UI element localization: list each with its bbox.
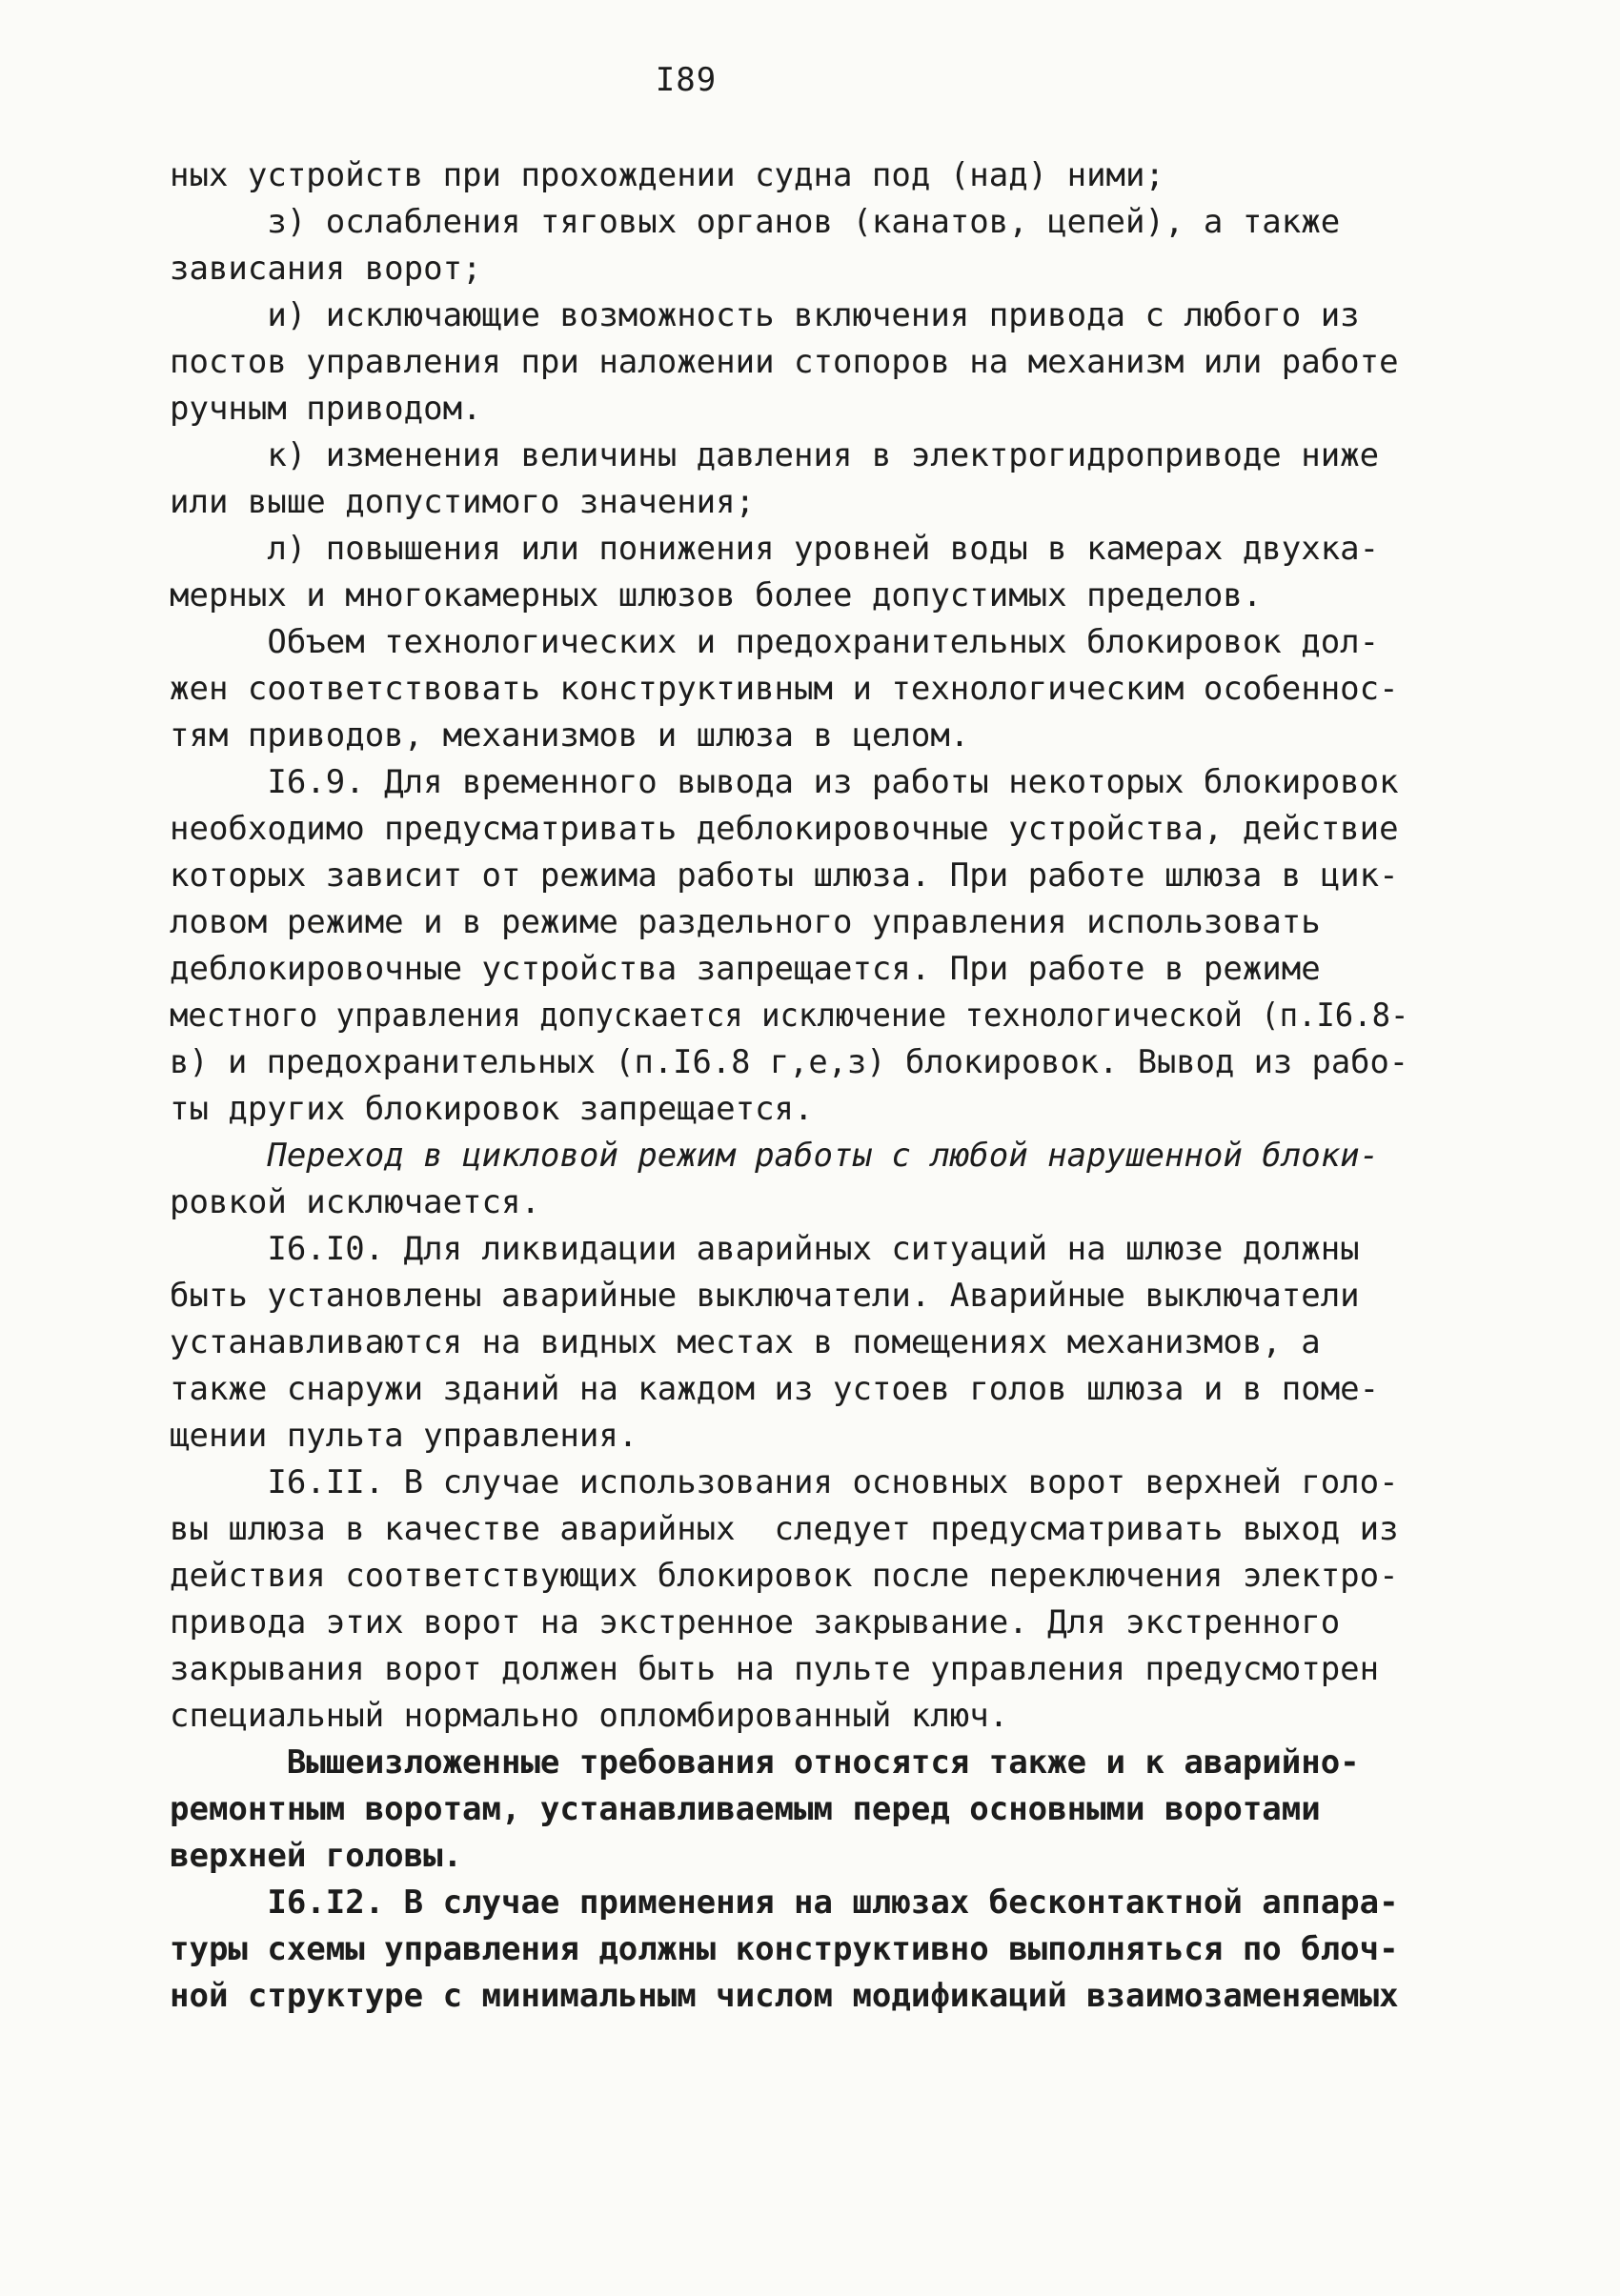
text-line: необходимо предусматривать деблокировочные устройства, действие [170,810,1399,848]
text-line: и) исключающие возможность включения привода с любого из [170,296,1360,334]
text-line: Переход в цикловой режим работы с любой нарушенной блоки- [170,1137,1380,1175]
text-line: з) ослабления тяговых органов (канатов, цепей), а также [170,203,1341,241]
text-line: вы шлюза в качестве аварийных следует предусматривать выход из [170,1510,1399,1548]
text-line: I6.II. В случае использования основных ворот верхней голо- [170,1463,1399,1501]
text-line: верхней головы. [170,1837,463,1875]
text-line: I6.I2. В случае применения на шлюзах бесконтактной аппара- [170,1883,1399,1922]
text-line: деблокировочные устройства запрещается. При работе в режиме [170,950,1321,988]
text-line: в) и предохранительных (п.I6.8 г,е,з) блокировок. Вывод из рабо- [170,1043,1409,1081]
text-line: к) изменения величины давления в электрогидроприводе ниже [170,436,1380,474]
body-text [170,152,1408,2020]
text-line: ровкой исключается. [170,1183,540,1221]
text-line: или выше допустимого значения; [170,483,756,521]
text-line: мерных и многокамерных шлюзов более допустимых пределов. [170,576,1263,614]
text-line: л) повышения или понижения уровней воды в камерах двухка- [170,530,1380,568]
text-line: специальный нормально опломбированный ключ. [170,1697,1009,1735]
text-line: ручным приводом. [170,390,482,428]
text-line: быть установлены аварийные выключатели. Аварийные выключатели [170,1277,1360,1315]
text-line: I6.9. Для временного вывода из работы некоторых блокировок [170,763,1399,801]
text-line: ты других блокировок запрещается. [170,1090,814,1128]
text-line: Объем технологических и предохранительных блокировок дол- [170,623,1380,661]
text-line: постов управления при наложении стопоров на механизм или работе [170,343,1399,381]
text-line: устанавливаются на видных местах в помещениях механизмов, а [170,1323,1321,1361]
text-line: ных устройств при прохождении судна под (над) ними; [170,156,1164,194]
text-line: щении пульта управления. [170,1417,638,1455]
text-line: зависания ворот; [170,250,482,288]
text-line: туры схемы управления должны конструктивно выполняться по блоч- [170,1930,1399,1968]
text-line: Вышеизложенные требования относятся также и к аварийно- [170,1743,1360,1782]
text-line: привода этих ворот на экстренное закрывание. Для экстренного [170,1603,1341,1641]
text-line: которых зависит от режима работы шлюза. При работе шлюза в цик- [170,856,1399,895]
text-line: местного управления допускается исключение технологической (п.I6.8- [170,997,1409,1035]
text-line: тям приводов, механизмов и шлюза в целом. [170,716,970,755]
text-line: закрывания ворот должен быть на пульте управления предусмотрен [170,1650,1380,1688]
text-line: ловом режиме и в режиме раздельного управления использовать [170,903,1321,941]
page-number: I89 [655,61,718,99]
text-line: ремонтным воротам, устанавливаемым перед основными воротами [170,1790,1321,1828]
text-line: также снаружи зданий на каждом из устоев голов шлюза и в поме- [170,1370,1380,1408]
text-line: действия соответствующих блокировок после переключения электро- [170,1557,1399,1595]
text-line: ной структуре с минимальным числом модификаций взаимозаменяемых [170,1977,1399,2015]
text-line: жен соответствовать конструктивным и технологическим особеннос- [170,670,1399,708]
text-line: I6.I0. Для ликвидации аварийных ситуаций на шлюзе должны [170,1230,1360,1268]
